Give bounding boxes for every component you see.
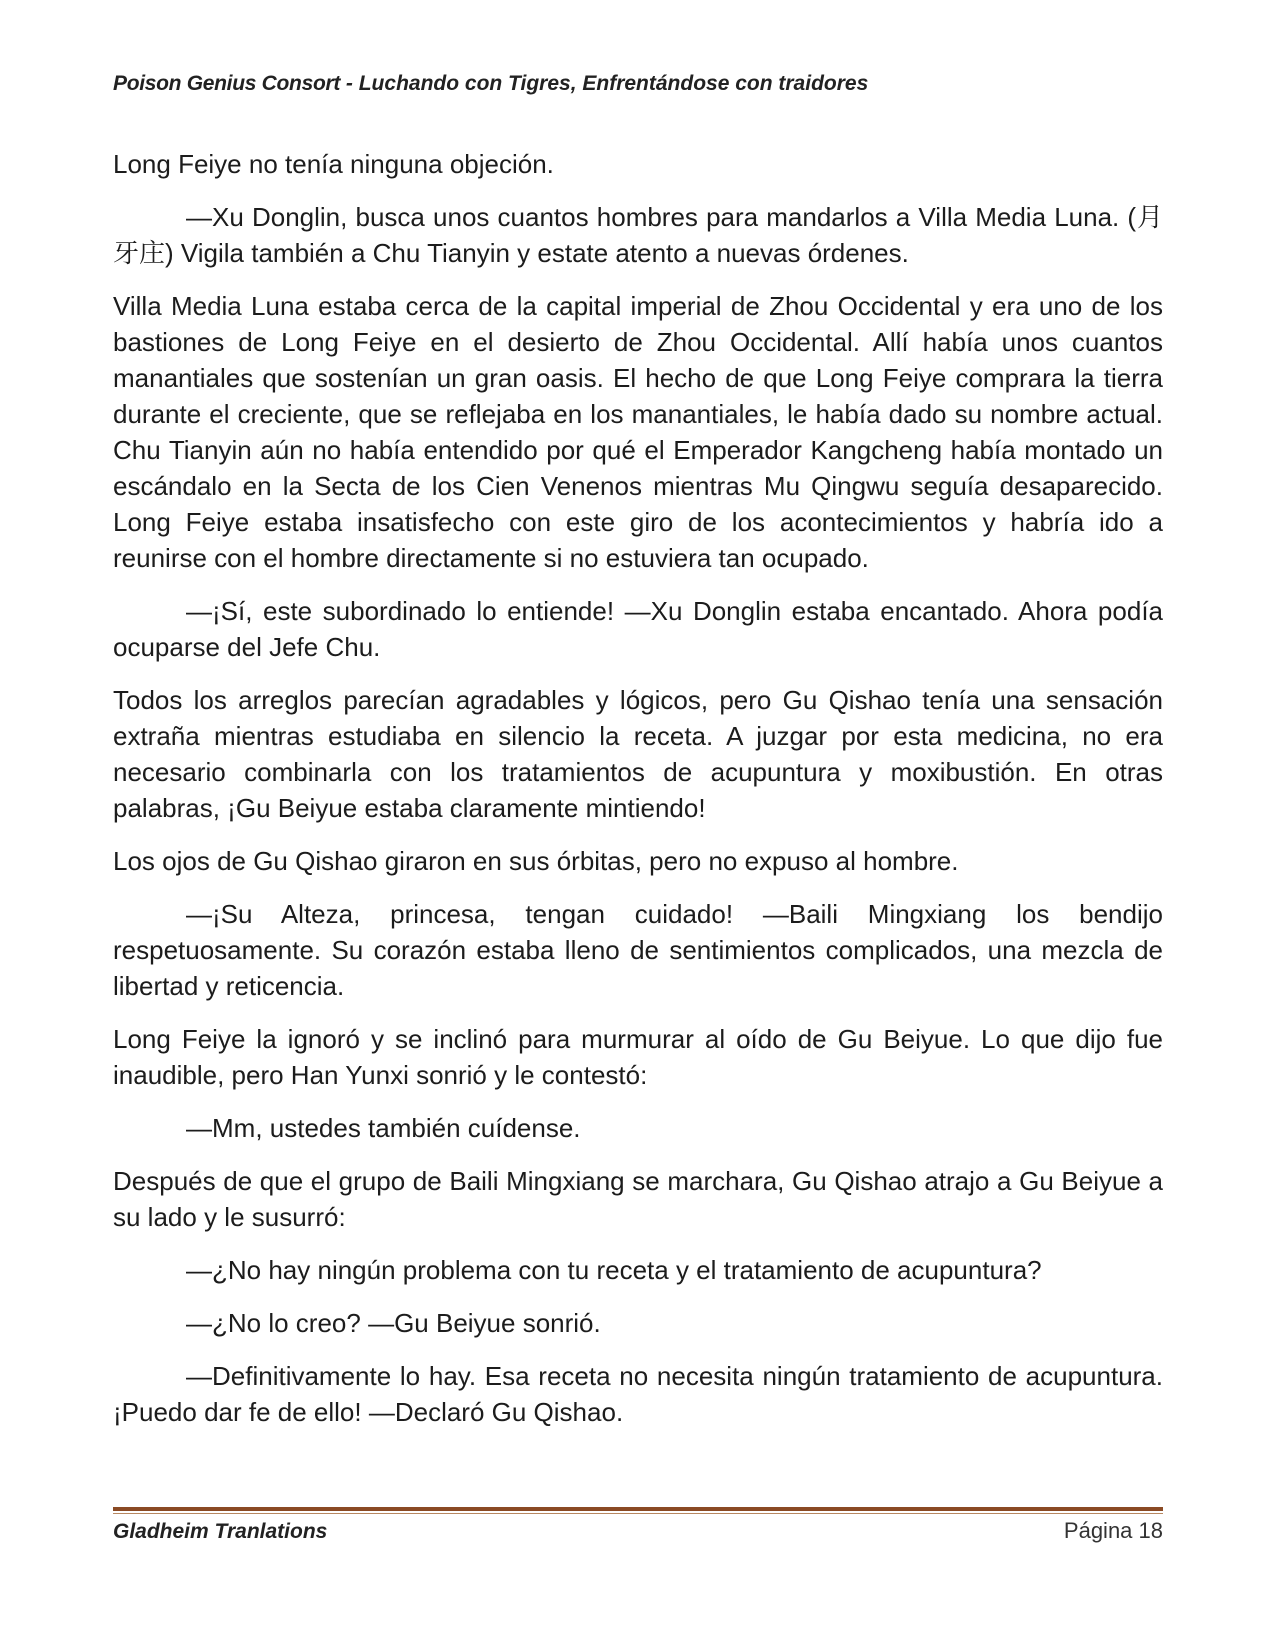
paragraph-dialogue: —¡Sí, este subordinado lo entiende! —Xu Donglin estaba encantado. Ahora podía ocuparse del Jefe Chu.	[113, 596, 1163, 662]
page-body	[113, 146, 1163, 1447]
footer-divider	[113, 1507, 1163, 1511]
book-title: Poison Genius Consort	[113, 72, 341, 95]
publisher-name: Gladheim Tranlations	[113, 1520, 328, 1543]
page-number: Página 18	[1063, 1518, 1163, 1543]
paragraph: Long Feiye no tenía ninguna objeción.	[113, 149, 554, 179]
running-header	[113, 72, 1163, 96]
paragraph: Long Feiye la ignoró y se inclinó para murmurar al oído de Gu Beiyue. Lo que dijo fue inaudible, pero Han Yunxi sonrió y le contestó:	[113, 1024, 1163, 1090]
paragraph: Los ojos de Gu Qishao giraron en sus órbitas, pero no expuso al hombre.	[113, 846, 959, 876]
paragraph-dialogue: —Xu Donglin, busca unos cuantos hombres para mandarlos a Villa Media Luna. (月牙庄) Vigila también a Chu Tianyin y estate atento a nuevas órdenes.	[113, 202, 1163, 268]
paragraph: Después de que el grupo de Baili Mingxiang se marchara, Gu Qishao atrajo a Gu Beiyue a su lado y le susurró:	[113, 1166, 1163, 1232]
paragraph: Todos los arreglos parecían agradables y lógicos, pero Gu Qishao tenía una sensación extraña mientras estudiaba en silencio la receta. A juzgar por esta medicina, no era necesario combinarla con los tratamientos de acupuntura y moxibustión. En otras palabras, ¡Gu Beiyue estaba claramente mintiendo!	[113, 685, 1163, 823]
header-separator: -	[340, 72, 359, 95]
paragraph: Villa Media Luna estaba cerca de la capital imperial de Zhou Occidental y era uno de los bastiones de Long Feiye en el desierto de Zhou Occidental. Allí había unos cuantos manantiales que sostenían un gran oasis. El hecho de que Long Feiye comprara la tierra durante el creciente, que se reflejaba en los manantiales, le había dado su nombre actual. Chu Tianyin aún no había entendido por qué el Emperador Kangcheng había montado un escándalo en la Secta de los Cien Venenos mientras Mu Qingwu seguía desaparecido. Long Feiye estaba insatisfecho con este giro de los acontecimientos y habría ido a reunirse con el hombre directamente si no estuviera tan ocupado.	[113, 291, 1163, 573]
paragraph-dialogue: —¡Su Alteza, princesa, tengan cuidado! —Baili Mingxiang los bendijo respetuosamente. Su corazón estaba lleno de sentimientos complicados, una mezcla de libertad y reticencia.	[113, 899, 1163, 1001]
footer-divider-thin	[113, 1513, 1163, 1514]
paragraph-dialogue: —¿No lo creo? —Gu Beiyue sonrió.	[186, 1308, 601, 1338]
chapter-title: Luchando con Tigres, Enfrentándose con traidores	[358, 72, 869, 95]
paragraph-dialogue: —Mm, ustedes también cuídense.	[186, 1113, 581, 1143]
paragraph-dialogue: —¿No hay ningún problema con tu receta y el tratamiento de acupuntura?	[186, 1255, 1042, 1285]
paragraph-dialogue: —Definitivamente lo hay. Esa receta no necesita ningún tratamiento de acupuntura. ¡Puedo dar fe de ello! —Declaró Gu Qishao.	[113, 1361, 1163, 1427]
